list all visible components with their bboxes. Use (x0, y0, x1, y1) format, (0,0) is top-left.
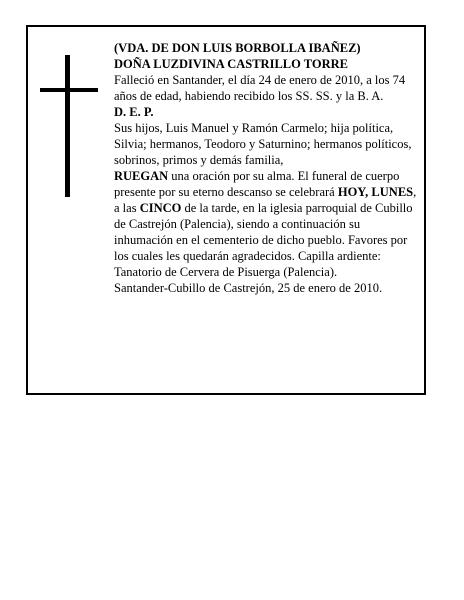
dep-line: D. E. P. (114, 105, 154, 119)
place-date: Santander-Cubillo de Castrejón, 25 de enero de 2010. (114, 281, 383, 295)
cinco-text: CINCO (139, 201, 182, 215)
death-statement: Falleció en Santander, el día 24 de enero de 2010, a los 74 años de edad, habiendo recibido los SS. SS. y la B. A. (114, 73, 406, 103)
obituary-notice (26, 25, 426, 395)
deceased-name: DOÑA LUZDIVINA CASTRILLO TORRE (114, 57, 348, 71)
funeral-paragraph (114, 168, 419, 280)
cross-vertical-bar (65, 55, 70, 197)
family-list: Sus hijos, Luis Manuel y Ramón Carmelo; hija política, Silvia; hermanos, Teodoro y Saturnino; hermanos políticos, sobrinos, primos y demás familia, (114, 121, 412, 167)
funeral-details: de la tarde, en la iglesia parroquial de Cubillo de Castrejón (Palencia), siendo a continuación su inhumación en el cementerio de dicho pueblo. Favores por los cuales les quedarán agradecidos. Capilla ardiente: Tanatorio de Cervera de Pisuerga (Palencia). (114, 201, 413, 279)
notice-body (114, 40, 419, 296)
widow-of-heading: (VDA. DE DON LUIS BORBOLLA IBAÑEZ) (114, 41, 361, 55)
cross-horizontal-bar (40, 88, 98, 92)
prayer-text: una oración por su alma. El funeral de cuerpo presente por su eterno descanso se celebrará (114, 169, 400, 199)
latin-cross-icon (40, 55, 98, 197)
ruegan-text: RUEGAN (114, 169, 169, 183)
time-connector: , a las (114, 185, 417, 215)
hoy-lunes-text: HOY, LUNES (337, 185, 414, 199)
